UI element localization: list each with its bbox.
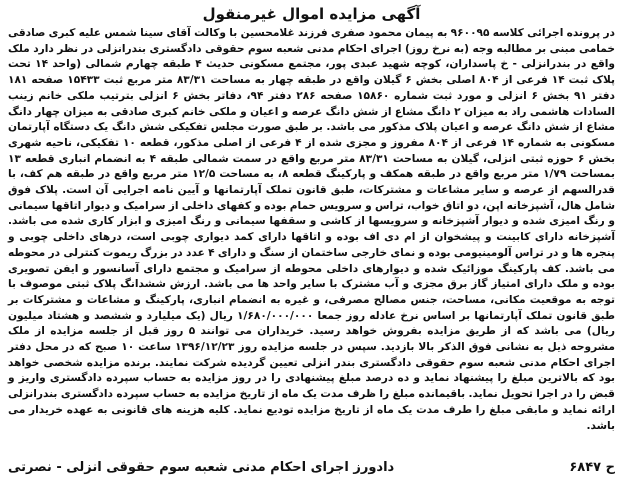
- notice-body: [8, 26, 615, 434]
- notice-title: آگهی مزایده اموال غیرمنقول: [202, 5, 421, 23]
- notice-footer: [8, 459, 615, 477]
- notice-code: ح ۶۸۴۷: [569, 460, 615, 475]
- notice-issuer: دادورز اجرای احکام مدنی شعبه سوم حقوقی انزلی - نصرتی: [8, 460, 395, 475]
- notice-body-text: در پرونده اجرائی کلاسه ۹۶۰۰۹۵ به پیمان محمود صفری فرزند غلامحسین با وکالت آقای سینا شمس علیه کبری صادقی خمامی مبنی بر مطالبه وجه (به نرخ روز) اجرای احکام مدنی شعبه سوم حقوقی دادگستری بندرانزلی در نظر دارد ملک واقع در بندرانزلی - خ پاسداران، کوچه شهید عبدی پور، مجتمع مسکونی حدیث ۴ طبقه چهارم شمالی (واحد ۱۴ تحت پلاک ثبت ۱۴ فرعی از ۸۰۴ اصلی بخش ۶ گیلان واقع در طبقه چهار به مساحت ۸۳/۳۱ متر مربع ثبت ۱۵۴۳۳ صفحه ۱۸۱ دفتر ۹۱ بخش ۶ انزلی و مورد ثبت شماره ۱۵۸۶۰ صفحه ۲۸۶ دفتر ۹۴، دفاتر بخش ۶ انزلی بترتیب ملکی خانم زینب السادات هاشمی راد به میزان ۲ دانگ مشاع از شش دانگ عرصه و اعیان و ملکی خانم کبری صادقی به میزان چهار دانگ مشاع از شش دانگ عرصه و اعیان پلاک مذکور می باشد. بر طبق صورت مجلس تفکیکی شش دانگ یک دستگاه آپارتمان مسکونی به شماره ۱۴ فرعی از ۸۰۴ مفروز و مجزی شده از ۴ فرعی از اصلی مذکور، قطعه ۱۰ تفکیکی، ناحیه شهری بخش ۶ حوزه ثبتی انزلی، گیلان به مساحت ۸۳/۳۱ متر مربع واقع در سمت شمالی طبقه ۴ به انضمام انباری قطعه ۱۳ بمساحت ۱/۷۹ متر مربع واقع در طبقه همکف و پارکینگ قطعه ۸، به مساحت ۱۲/۵ متر مربع واقع در طبقه هم کف، با قدرالسهم از عرصه و سایر مشاعات و مشترکات، طبق قانون تملک آپارتمانها و آیین نامه اجرایی آن است. پلاک فوق شامل هال، آشپزخانه اپن، دو اتاق خواب، تراس و سرویس حمام بوده و کفهای داخلی از سرامیک و دیوار اتاقها سیمانی و رنگ امیزی شده و دیوار آشپزخانه و سرویسها از کاشی و سقفها سیمانی و رنگ امیزی و ابزار کاری شده می باشد. آشپزخانه دارای کابینت و پیشخوان از ام دی اف بوده و اتاقها دارای کمد دیواری چوبی است، درهای داخلی چوبی و پنجره ها و در تراس آلومینیومی بوده و نمای خارجی ساختمان از سنگ و دارای ۴ عدد در بزرگ ریموت کنترلی در محوطه می باشد. کف پارکینگ موزائیک شده و دیوارهای داخلی محوطه از سرامیک و مجتمع دارای آسانسور و ایفن تصویری بوده و ملک دارای امتیاز گاز برق مجزی و آب مشترک با سایر واحد ها می باشد. ارزش ششدانگ پلاک ثبتی موصوف با توجه به موقعیت مکانی، مساحت، جنس مصالح مصرفی، و غیره به انضمام انباری، پارکینگ و مشاعات و مشترکات بر طبق قانون تملک آپارتمانها بر اساس نرخ عادله روز جمعا ۱/۶۸۰/۰۰۰/۰۰۰ ریال (یک میلیارد و ششصد و هشتاد میلیون ریال) می باشد که از طریق مزایده بفروش خواهد رسید. خریداران می توانند ۵ روز قبل از جلسه مزایده از ملک مشروحه ذیل به نشانی فوق الذکر بالا بازدید. سپس در جلسه مزایده روز ۱۳۹۶/۱۲/۲۳ ساعت ۱۰ صبح که در محل دفتر اجرای احکام مدنی شعبه سوم حقوقی دادگستری بندر انزلی تعیین گردیده شرکت نمایند. برنده مزایده شخصی خواهد بود که بالاترین مبلغ را پیشنهاد نماید و ده درصد مبلغ پیشنهادی را در روز مزایده به حساب سپرده دادگستری واریز و قبض را در اجرا تحویل نماید. باقیمانده مبلغ را ظرف مدت یک ماه از تاریخ مزایده به حساب سپرده دادگستری بندرانزلی ارائه نماید و مابقی مبلغ را طرف مدت یک ماه از تاریخ مزایده تودیع نماید. کلیه هزینه های قانونی به عهده خریدار می باشد.: [8, 27, 616, 432]
